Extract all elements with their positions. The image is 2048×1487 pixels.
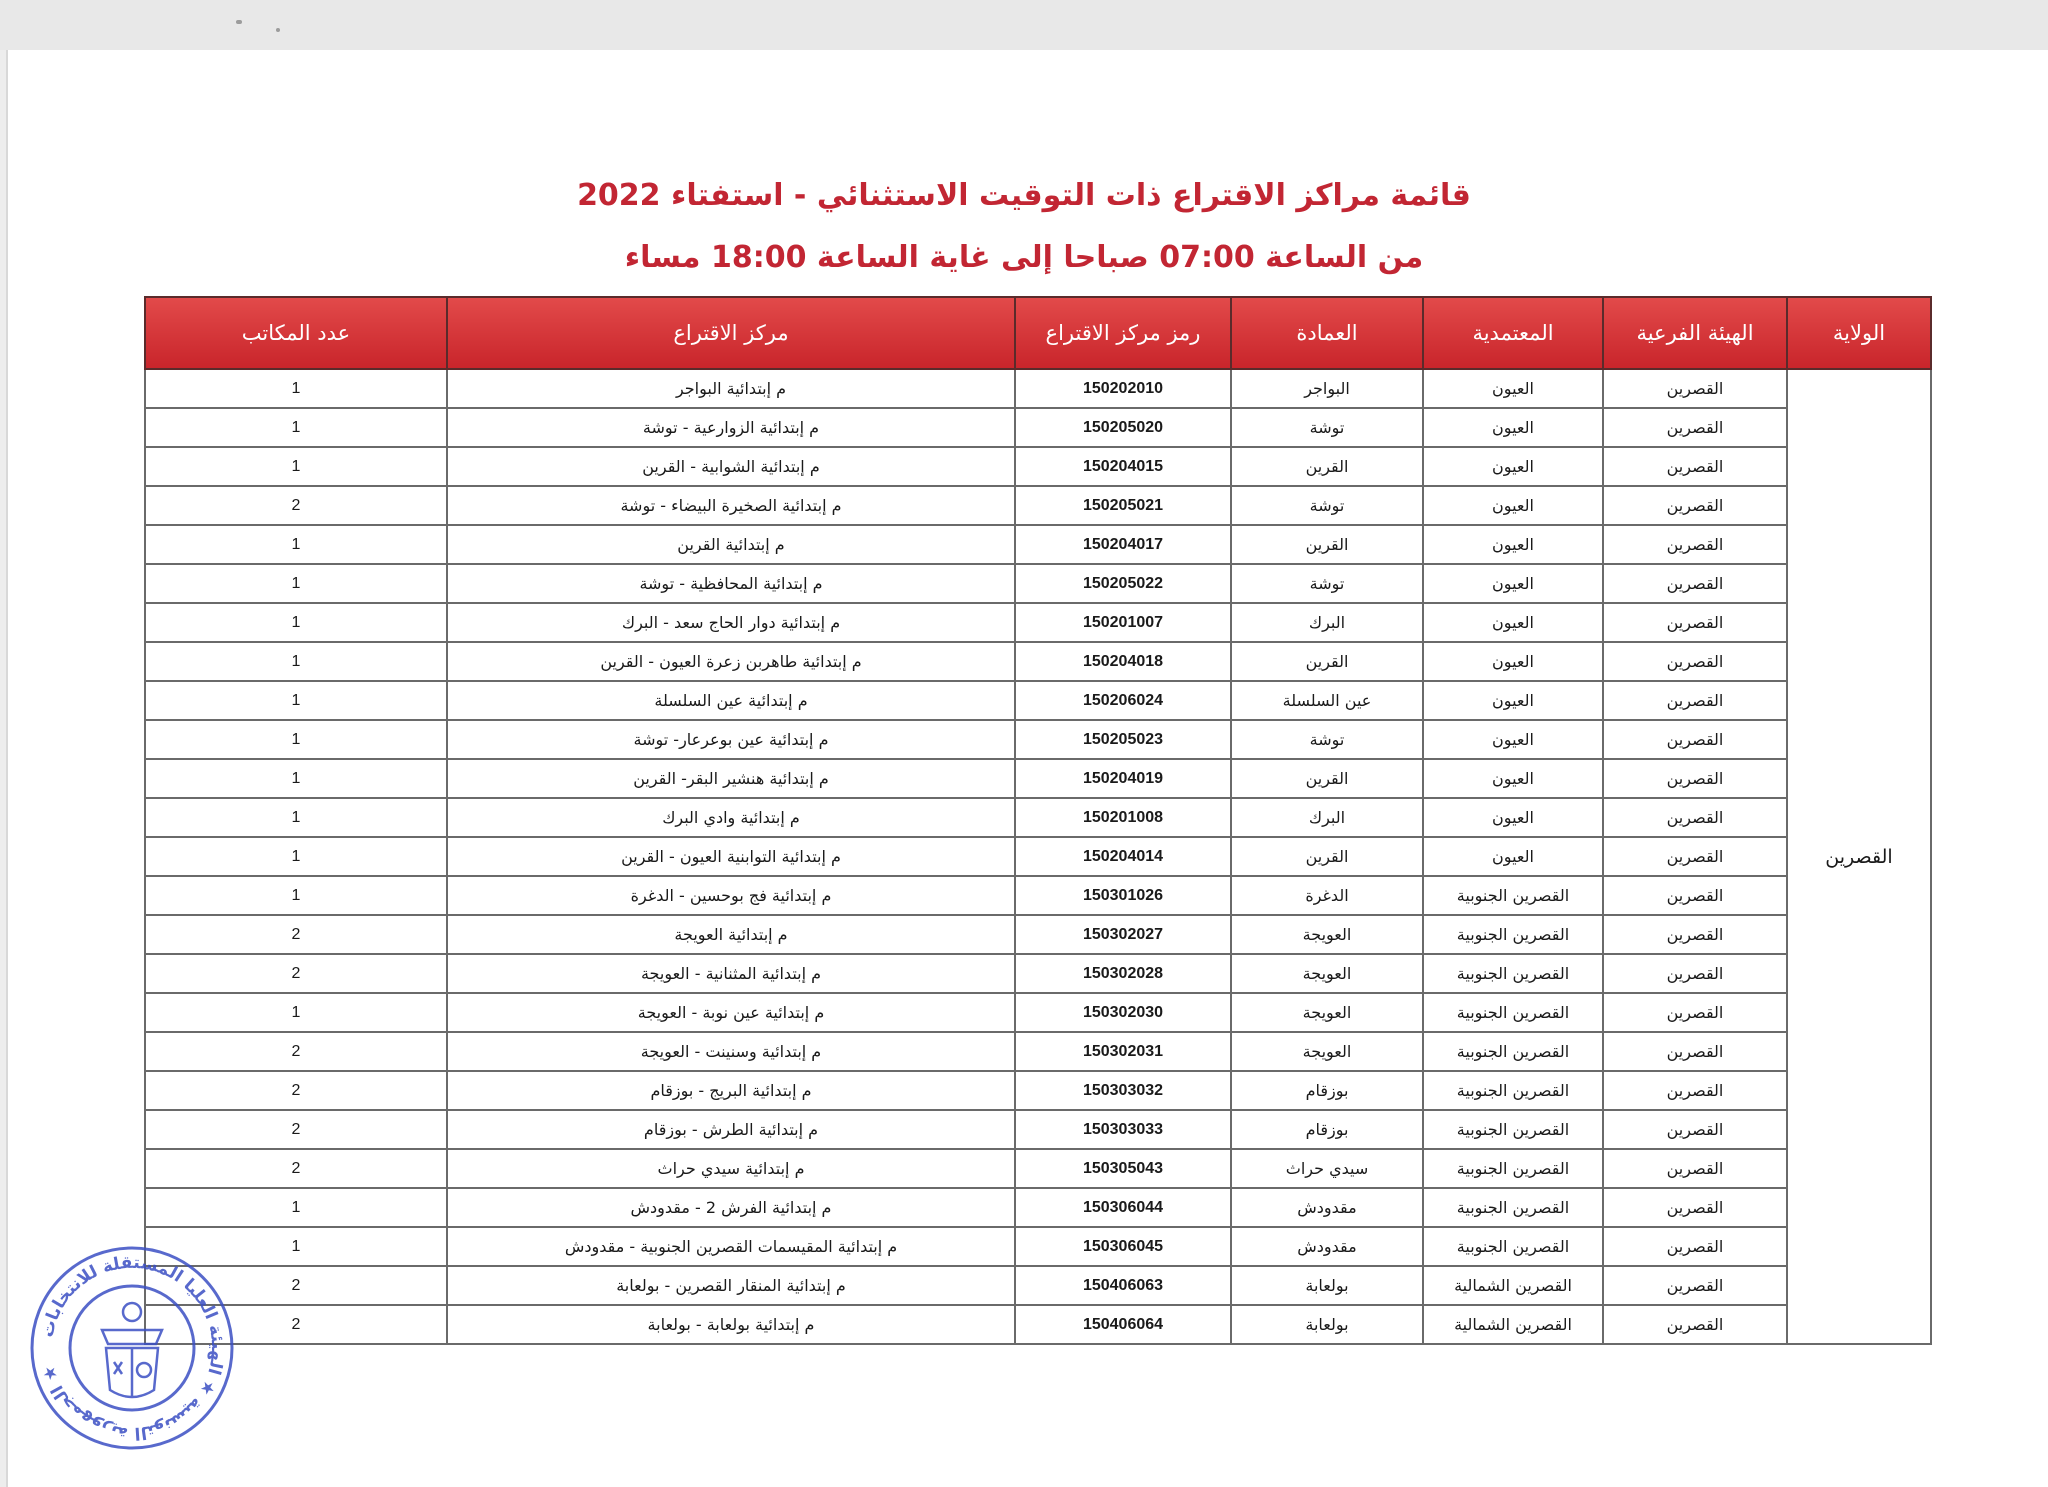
center-name-cell: م إبتدائية طاهربن زعرة العيون - القرين: [447, 642, 1015, 681]
sub-authority-cell: القصرين: [1603, 915, 1787, 954]
table-row: [145, 1110, 1931, 1149]
header-delegation: المعتمدية: [1423, 297, 1603, 369]
sub-authority-cell: القصرين: [1603, 408, 1787, 447]
office-count-cell: 1: [145, 564, 447, 603]
delegation-cell: القصرين الجنوبية: [1423, 1032, 1603, 1071]
sub-authority-cell: القصرين: [1603, 993, 1787, 1032]
office-count-cell: 1: [145, 876, 447, 915]
delegation-cell: القصرين الجنوبية: [1423, 993, 1603, 1032]
center-code-cell: 150204014: [1015, 837, 1231, 876]
sub-authority-cell: القصرين: [1603, 603, 1787, 642]
table-header-row: [145, 297, 1931, 369]
office-count-cell: 1: [145, 720, 447, 759]
delegation-cell: القصرين الجنوبية: [1423, 915, 1603, 954]
sector-cell: توشة: [1231, 408, 1423, 447]
office-count-cell: 1: [145, 1188, 447, 1227]
center-code-cell: 150406063: [1015, 1266, 1231, 1305]
sub-authority-cell: القصرين: [1603, 720, 1787, 759]
delegation-cell: القصرين الجنوبية: [1423, 954, 1603, 993]
sub-authority-cell: القصرين: [1603, 759, 1787, 798]
sector-cell: القرين: [1231, 837, 1423, 876]
header-sub-authority: الهيئة الفرعية: [1603, 297, 1787, 369]
official-stamp: [28, 1244, 236, 1452]
sub-authority-cell: القصرين: [1603, 486, 1787, 525]
center-code-cell: 150303032: [1015, 1071, 1231, 1110]
office-count-cell: 2: [145, 1032, 447, 1071]
sector-cell: توشة: [1231, 486, 1423, 525]
sub-authority-cell: القصرين: [1603, 369, 1787, 408]
table-row: [145, 1266, 1931, 1305]
delegation-cell: العيون: [1423, 408, 1603, 447]
center-name-cell: م إبتدائية سيدي حراث: [447, 1149, 1015, 1188]
center-code-cell: 150205020: [1015, 408, 1231, 447]
sector-cell: العويجة: [1231, 993, 1423, 1032]
delegation-cell: العيون: [1423, 447, 1603, 486]
sub-authority-cell: القصرين: [1603, 798, 1787, 837]
center-name-cell: م إبتدائية عين نوبة - العويجة: [447, 993, 1015, 1032]
table-row: [145, 954, 1931, 993]
sector-cell: مقدودش: [1231, 1227, 1423, 1266]
delegation-cell: العيون: [1423, 798, 1603, 837]
center-code-cell: 150306044: [1015, 1188, 1231, 1227]
office-count-cell: 1: [145, 603, 447, 642]
center-code-cell: 150204018: [1015, 642, 1231, 681]
center-name-cell: م إبتدائية وادي البرك: [447, 798, 1015, 837]
scan-speck: [236, 20, 242, 24]
center-code-cell: 150303033: [1015, 1110, 1231, 1149]
center-code-cell: 150305043: [1015, 1149, 1231, 1188]
table-row: [145, 603, 1931, 642]
sector-cell: الدغرة: [1231, 876, 1423, 915]
delegation-cell: القصرين الجنوبية: [1423, 1149, 1603, 1188]
table-row: [145, 681, 1931, 720]
office-count-cell: 2: [145, 1149, 447, 1188]
header-governorate: الولاية: [1787, 297, 1931, 369]
center-code-cell: 150306045: [1015, 1227, 1231, 1266]
delegation-cell: القصرين الجنوبية: [1423, 1071, 1603, 1110]
office-count-cell: 2: [145, 1071, 447, 1110]
sector-cell: القرين: [1231, 759, 1423, 798]
document-subtitle: من الساعة 07:00 صباحا إلى غاية الساعة 18:00 مساء: [624, 240, 1424, 275]
sector-cell: القرين: [1231, 525, 1423, 564]
sector-cell: سيدي حراث: [1231, 1149, 1423, 1188]
sector-cell: توشة: [1231, 720, 1423, 759]
center-code-cell: 150302030: [1015, 993, 1231, 1032]
office-count-cell: 2: [145, 1266, 447, 1305]
table-row: [145, 642, 1931, 681]
delegation-cell: القصرين الجنوبية: [1423, 1188, 1603, 1227]
sub-authority-cell: القصرين: [1603, 1305, 1787, 1344]
table-row: [145, 1149, 1931, 1188]
sub-authority-cell: القصرين: [1603, 1032, 1787, 1071]
center-name-cell: م إبتدائية المنقار القصرين - بولعابة: [447, 1266, 1015, 1305]
sector-cell: القرين: [1231, 642, 1423, 681]
center-name-cell: م إبتدائية فج بوحسين - الدغرة: [447, 876, 1015, 915]
sub-authority-cell: القصرين: [1603, 681, 1787, 720]
table-row: [145, 564, 1931, 603]
table-row: [145, 408, 1931, 447]
center-code-cell: 150205021: [1015, 486, 1231, 525]
center-code-cell: 150201008: [1015, 798, 1231, 837]
table-row: [145, 486, 1931, 525]
center-name-cell: م إبتدائية البواجر: [447, 369, 1015, 408]
center-name-cell: م إبتدائية بولعابة - بولعابة: [447, 1305, 1015, 1344]
office-count-cell: 1: [145, 408, 447, 447]
document-title: قائمة مراكز الاقتراع ذات التوقيت الاستثنائي - استفتاء 2022: [577, 178, 1471, 213]
table-row: [145, 1032, 1931, 1071]
delegation-cell: العيون: [1423, 720, 1603, 759]
center-code-cell: 150204017: [1015, 525, 1231, 564]
sector-cell: البرك: [1231, 798, 1423, 837]
center-name-cell: م إبتدائية الفرش 2 - مقدودش: [447, 1188, 1015, 1227]
sub-authority-cell: القصرين: [1603, 447, 1787, 486]
delegation-cell: العيون: [1423, 603, 1603, 642]
delegation-cell: العيون: [1423, 642, 1603, 681]
table-row: [145, 720, 1931, 759]
table-row: [145, 525, 1931, 564]
delegation-cell: القصرين الشمالية: [1423, 1266, 1603, 1305]
office-count-cell: 1: [145, 837, 447, 876]
sub-authority-cell: القصرين: [1603, 642, 1787, 681]
sub-authority-cell: القصرين: [1603, 525, 1787, 564]
center-name-cell: م إبتدائية الشوابية - القرين: [447, 447, 1015, 486]
delegation-cell: العيون: [1423, 837, 1603, 876]
office-count-cell: 1: [145, 759, 447, 798]
header-center-name: مركز الاقتراع: [447, 297, 1015, 369]
sector-cell: مقدودش: [1231, 1188, 1423, 1227]
sector-cell: بوزقام: [1231, 1110, 1423, 1149]
delegation-cell: القصرين الشمالية: [1423, 1305, 1603, 1344]
center-name-cell: م إبتدائية القرين: [447, 525, 1015, 564]
delegation-cell: العيون: [1423, 525, 1603, 564]
office-count-cell: 1: [145, 681, 447, 720]
delegation-cell: العيون: [1423, 564, 1603, 603]
center-name-cell: م إبتدائية الصخيرة البيضاء - توشة: [447, 486, 1015, 525]
center-name-cell: م إبتدائية وسنينت - العويجة: [447, 1032, 1015, 1071]
center-code-cell: 150206024: [1015, 681, 1231, 720]
sector-cell: العويجة: [1231, 954, 1423, 993]
table-row: [145, 1188, 1931, 1227]
table-row: [145, 993, 1931, 1032]
center-code-cell: 150204019: [1015, 759, 1231, 798]
delegation-cell: العيون: [1423, 369, 1603, 408]
center-name-cell: م إبتدائية الطرش - بوزقام: [447, 1110, 1015, 1149]
table-row: [145, 915, 1931, 954]
sub-authority-cell: القصرين: [1603, 1110, 1787, 1149]
sub-authority-cell: القصرين: [1603, 876, 1787, 915]
scan-speck: [276, 28, 280, 32]
office-count-cell: 2: [145, 1305, 447, 1344]
center-code-cell: 150204015: [1015, 447, 1231, 486]
delegation-cell: القصرين الجنوبية: [1423, 876, 1603, 915]
center-name-cell: م إبتدائية الزوارعية - توشة: [447, 408, 1015, 447]
center-name-cell: م إبتدائية المثنانية - العويجة: [447, 954, 1015, 993]
center-code-cell: 150406064: [1015, 1305, 1231, 1344]
office-count-cell: 1: [145, 447, 447, 486]
office-count-cell: 2: [145, 915, 447, 954]
sector-cell: القرين: [1231, 447, 1423, 486]
office-count-cell: 1: [145, 525, 447, 564]
delegation-cell: القصرين الجنوبية: [1423, 1110, 1603, 1149]
center-name-cell: م إبتدائية المقيسمات القصرين الجنوبية - مقدودش: [447, 1227, 1015, 1266]
table-row: [145, 1227, 1931, 1266]
table-row: [145, 837, 1931, 876]
center-name-cell: م إبتدائية المحافظية - توشة: [447, 564, 1015, 603]
table-row: [145, 798, 1931, 837]
sub-authority-cell: القصرين: [1603, 1149, 1787, 1188]
office-count-cell: 1: [145, 798, 447, 837]
center-code-cell: 150302027: [1015, 915, 1231, 954]
sub-authority-cell: القصرين: [1603, 837, 1787, 876]
office-count-cell: 2: [145, 954, 447, 993]
office-count-cell: 2: [145, 486, 447, 525]
center-code-cell: 150205023: [1015, 720, 1231, 759]
center-code-cell: 150302028: [1015, 954, 1231, 993]
center-name-cell: م إبتدائية البريج - بوزقام: [447, 1071, 1015, 1110]
center-code-cell: 150301026: [1015, 876, 1231, 915]
sector-cell: البرك: [1231, 603, 1423, 642]
table-body: [145, 369, 1931, 1344]
sector-cell: العويجة: [1231, 1032, 1423, 1071]
sector-cell: بولعابة: [1231, 1305, 1423, 1344]
sector-cell: البواجر: [1231, 369, 1423, 408]
center-name-cell: م إبتدائية دوار الحاج سعد - البرك: [447, 603, 1015, 642]
sub-authority-cell: القصرين: [1603, 1266, 1787, 1305]
center-code-cell: 150205022: [1015, 564, 1231, 603]
center-code-cell: 150202010: [1015, 369, 1231, 408]
sector-cell: توشة: [1231, 564, 1423, 603]
delegation-cell: العيون: [1423, 759, 1603, 798]
delegation-cell: العيون: [1423, 681, 1603, 720]
sector-cell: بوزقام: [1231, 1071, 1423, 1110]
table-row: [145, 1305, 1931, 1344]
office-count-cell: 2: [145, 1110, 447, 1149]
table-row: [145, 1071, 1931, 1110]
header-center-code: رمز مركز الاقتراع: [1015, 297, 1231, 369]
table-row: [145, 447, 1931, 486]
office-count-cell: 1: [145, 369, 447, 408]
delegation-cell: العيون: [1423, 486, 1603, 525]
office-count-cell: 1: [145, 1227, 447, 1266]
sub-authority-cell: القصرين: [1603, 1227, 1787, 1266]
table-row: [145, 369, 1931, 408]
office-count-cell: 1: [145, 993, 447, 1032]
polling-centers-table: [144, 296, 1932, 1345]
header-office-count: عدد المكاتب: [145, 297, 447, 369]
office-count-cell: 1: [145, 642, 447, 681]
center-name-cell: م إبتدائية العويجة: [447, 915, 1015, 954]
center-name-cell: م إبتدائية عين بوعرعار- توشة: [447, 720, 1015, 759]
center-name-cell: م إبتدائية عين السلسلة: [447, 681, 1015, 720]
sector-cell: عين السلسلة: [1231, 681, 1423, 720]
sub-authority-cell: القصرين: [1603, 954, 1787, 993]
sub-authority-cell: القصرين: [1603, 1071, 1787, 1110]
sector-cell: العويجة: [1231, 915, 1423, 954]
scan-top-margin: [0, 0, 2048, 50]
governorate-cell: القصرين: [1787, 369, 1931, 1344]
center-code-cell: 150201007: [1015, 603, 1231, 642]
sector-cell: بولعابة: [1231, 1266, 1423, 1305]
center-name-cell: م إبتدائية هنشير البقر- القرين: [447, 759, 1015, 798]
table-row: [145, 759, 1931, 798]
table-row: [145, 876, 1931, 915]
svg-text:الجمهورية التونسية ★ الهيئة ال: الجمهورية التونسية ★ الهيئة العليا المستقلة للانتخابات ★: [37, 1252, 228, 1444]
center-code-cell: 150302031: [1015, 1032, 1231, 1071]
center-name-cell: م إبتدائية التوابنية العيون - القرين: [447, 837, 1015, 876]
sub-authority-cell: القصرين: [1603, 1188, 1787, 1227]
emblem-icon: [102, 1303, 162, 1398]
header-sector: العمادة: [1231, 297, 1423, 369]
sub-authority-cell: القصرين: [1603, 564, 1787, 603]
delegation-cell: القصرين الجنوبية: [1423, 1227, 1603, 1266]
